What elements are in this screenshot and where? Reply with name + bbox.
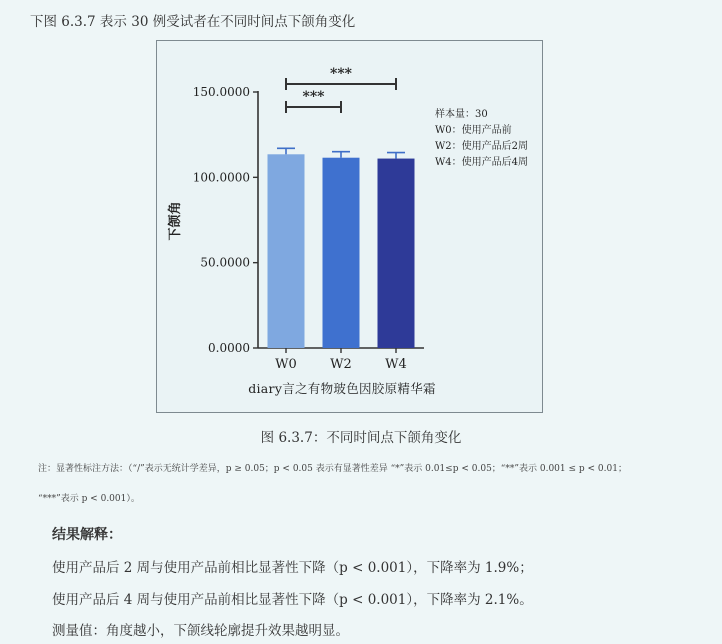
bar-chart [157, 41, 542, 412]
legend-entry: W0：使用产品前 [435, 125, 512, 136]
result-line-2: 使用产品后 4 周与使用产品前相比显著性下降（p < 0.001），下降率为 2.1%。 [52, 592, 533, 608]
intro-text: 下图 6.3.7 表示 30 例受试者在不同时间点下颌角变化 [30, 14, 356, 30]
x-tick-label: W0 [275, 357, 297, 372]
y-tick-label: 0.0000 [208, 341, 250, 355]
results-title: 结果解释： [52, 527, 122, 543]
result-line-1: 使用产品后 2 周与使用产品前相比显著性下降（p < 0.001），下降率为 1.9%； [52, 560, 533, 576]
y-axis-label: 下颌角 [168, 201, 183, 241]
x-axis-label: diary言之有物玻色因胶原精华霜 [248, 381, 436, 396]
significance-note-line1: 注：显著性标注方法：（“/”表示无统计学差异，p ≥ 0.05；p < 0.05 表示有显著性差异 “*”表示 0.01≤p < 0.05；“**”表示 0.001 ≤ p < 0.01； [38, 464, 627, 474]
y-tick-label: 50.0000 [200, 255, 250, 270]
y-tick-label: 150.0000 [192, 85, 250, 99]
legend-entry: W4：使用产品后4周 [435, 157, 529, 168]
x-tick-label: W4 [385, 357, 407, 372]
bar [378, 159, 415, 348]
result-line-3: 测量值：角度越小，下颌线轮廓提升效果越明显。 [52, 623, 349, 639]
x-tick-label: W2 [330, 357, 352, 372]
significance-label: *** [330, 66, 352, 82]
bar [323, 158, 360, 348]
bar [268, 154, 305, 348]
figure-caption: 图 6.3.7：不同时间点下颌角变化 [260, 430, 462, 446]
legend-entry: 样本量：30 [435, 109, 488, 120]
y-tick-label: 100.0000 [192, 170, 250, 185]
significance-note-line2: “***”表示 p < 0.001）。 [38, 494, 140, 504]
legend-entry: W2：使用产品后2周 [435, 141, 529, 152]
figure-frame [156, 40, 543, 413]
significance-label: *** [302, 89, 325, 105]
